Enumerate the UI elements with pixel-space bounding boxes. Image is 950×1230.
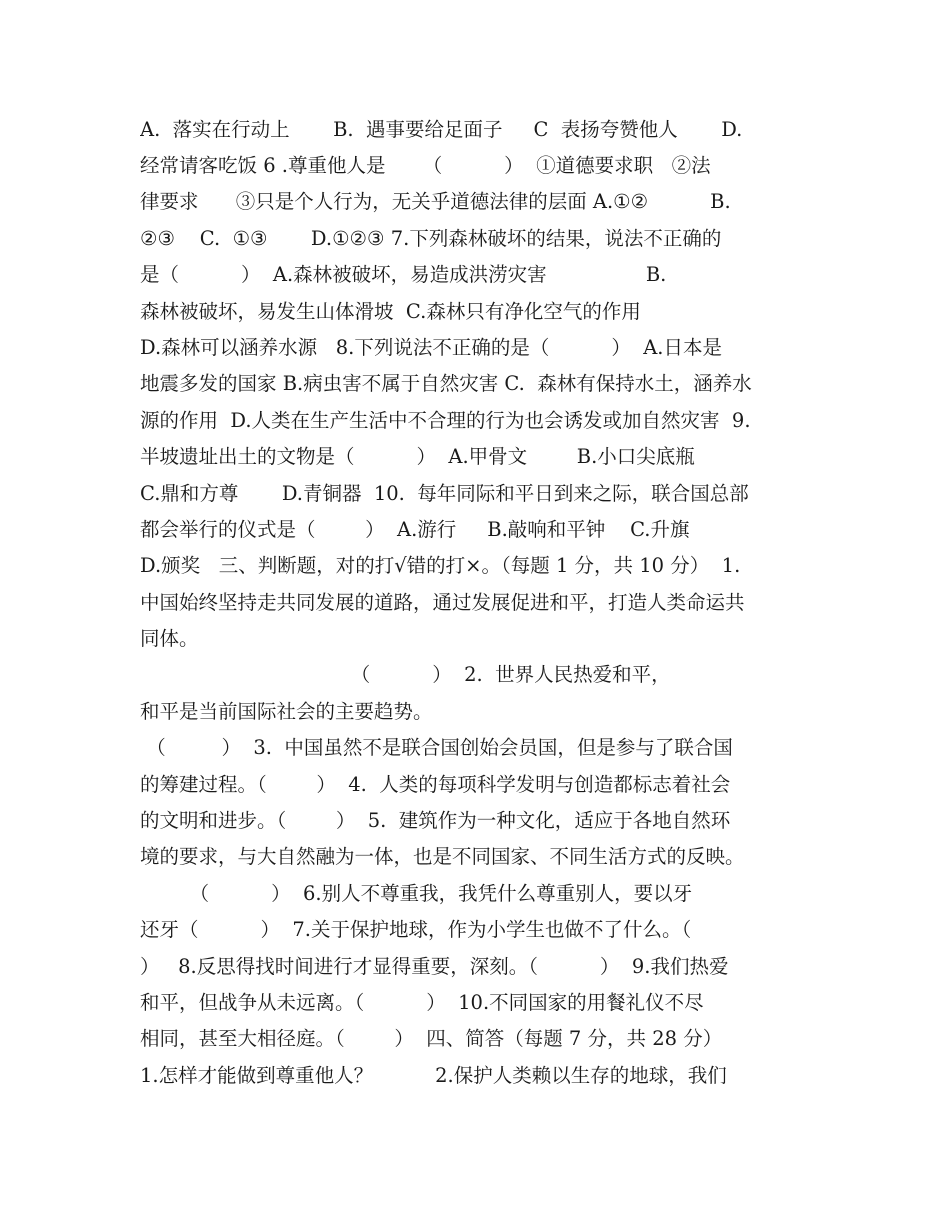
text-line: 还牙（ ） 7.关于保护地球，作为小学生也做不了什么。（: [140, 918, 692, 941]
text-line: D.颁奖 三、判断题，对的打√错的打×。（每题 1 分，共 10 分） 1.: [140, 554, 741, 577]
text-line: 森林被破坏，易发生山体滑坡 C.森林只有净化空气的作用: [140, 300, 641, 323]
text-line: （ ） 3. 中国虽然不是联合国创始会员国，但是参与了联合国: [140, 736, 733, 759]
text-line: C.鼎和方尊 D.青铜器 10. 每年同际和平日到来之际，联合国总部: [140, 482, 749, 505]
text-line: 的文明和进步。（ ） 5. 建筑作为一种文化，适应于各地自然环: [140, 809, 731, 832]
text-line: 都会举行的仪式是（ ） A.游行 B.敲响和平钟 C.升旗: [140, 518, 690, 541]
text-line: A. 落实在行动上 B. 遇事要给足面子 C 表扬夸赞他人 D.: [140, 118, 743, 141]
text-line: （ ） 2. 世界人民热爱和平，: [140, 663, 671, 686]
text-line: 的筹建过程。（ ） 4. 人类的每项科学发明与创造都标志着社会: [140, 773, 731, 796]
text-line: 半坡遗址出土的文物是（ ） A.甲骨文 B.小口尖底瓶: [140, 445, 695, 468]
text-line: 是（ ） A.森林被破坏，易造成洪涝灾害 B.: [140, 263, 667, 286]
text-line: 境的要求，与大自然融为一体，也是不同国家、不同生活方式的反映。: [140, 845, 745, 868]
text-line: 经常请客吃饭 6 .尊重他人是 （ ） ①道德要求职 ②法: [140, 154, 711, 177]
text-line: （ ） 6.别人不尊重我，我凭什么尊重别人，要以牙: [140, 882, 693, 905]
text-line: 1.怎样才能做到尊重他人？ 2.保护人类赖以生存的地球，我们: [140, 1064, 727, 1087]
text-line: ） 8.反思得找时间进行才显得重要，深刻。（ ） 9.我们热爱: [140, 955, 729, 978]
text-line: 律要求 ③只是个人行为，无关乎道德法律的层面 A.①② B.: [140, 190, 731, 213]
text-line: 和平是当前国际社会的主要趋势。: [140, 700, 433, 723]
text-line: 地震多发的国家 B.病虫害不属于自然灾害 C. 森林有保持水土，涵养水: [140, 372, 752, 395]
text-line: 和平，但战争从未远离。（ ） 10.不同国家的用餐礼仪不尽: [140, 991, 704, 1014]
text-line: ②③ C. ①③ D.①②③ 7.下列森林破坏的结果，说法不正确的: [140, 227, 722, 250]
text-line: D.森林可以涵养水源 8.下列说法不正确的是（ ） A.日本是: [140, 336, 723, 359]
text-line: 同体。: [140, 627, 199, 650]
text-line: 相同，甚至大相径庭。（ ） 四、简答（每题 7 分，共 28 分）: [140, 1027, 723, 1050]
text-line: 源的作用 D.人类在生产生活中不合理的行为也会诱发或加自然灾害 9.: [140, 409, 751, 432]
text-line: 中国始终坚持走共同发展的道路，通过发展促进和平，打造人类命运共: [140, 591, 745, 614]
